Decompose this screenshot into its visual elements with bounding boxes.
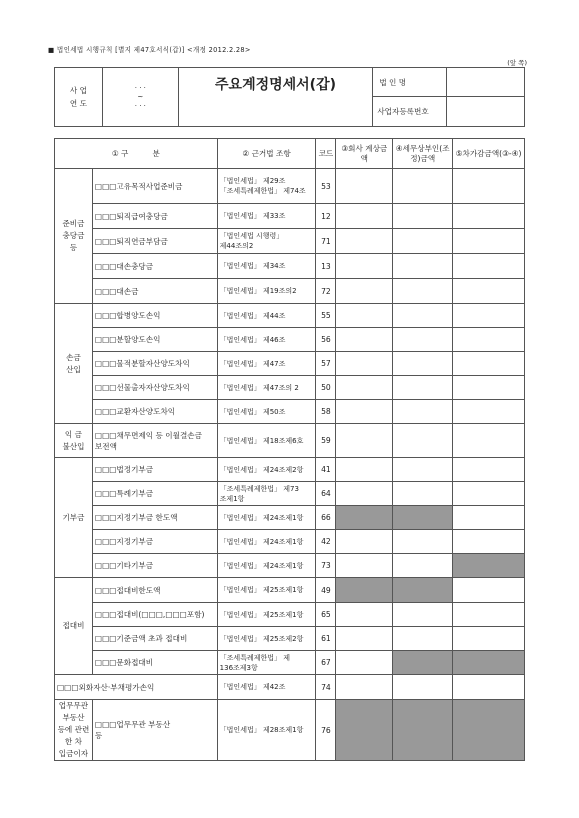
net-amount-cell: [453, 554, 525, 578]
row-item-label: □□□특례기부금: [92, 482, 217, 506]
col-header-code: 코드: [316, 139, 336, 169]
table-row: [55, 352, 525, 376]
category-label: 익 금 불산입: [55, 424, 93, 458]
table-row: [55, 400, 525, 424]
form-title: 주요계정명세서(갑): [178, 68, 373, 127]
net-amount-cell[interactable]: [453, 506, 525, 530]
company-amount-cell[interactable]: [336, 530, 393, 554]
category-label: 준비금 충당금 등: [55, 169, 93, 304]
company-amount-cell[interactable]: [336, 304, 393, 328]
row-item-label: □□□퇴직연금부담금: [92, 229, 217, 254]
tax-adjustment-cell[interactable]: [393, 400, 453, 424]
row-code: 42: [316, 530, 336, 554]
row-legal-basis: 「법인세법」 제24조제1항: [217, 554, 316, 578]
row-code: 76: [316, 700, 336, 761]
row-legal-basis: 「법인세법」 제46조: [217, 328, 316, 352]
row-item-label: □□□기준금액 초과 접대비: [92, 627, 217, 651]
col-header-tax-adjustment: ④세무상부인(조정)금액: [393, 139, 453, 169]
table-row: [55, 424, 525, 458]
column-header-row: [55, 139, 525, 169]
page-side-note: (앞 쪽): [507, 59, 527, 67]
table-row: [55, 204, 525, 229]
tax-adjustment-cell[interactable]: [393, 304, 453, 328]
company-amount-cell[interactable]: [336, 254, 393, 279]
row-code: 59: [316, 424, 336, 458]
row-code: 73: [316, 554, 336, 578]
row-code: 55: [316, 304, 336, 328]
bizno-field[interactable]: [447, 97, 525, 127]
company-amount-cell[interactable]: [336, 651, 393, 675]
company-amount-cell[interactable]: [336, 229, 393, 254]
row-code: 53: [316, 169, 336, 204]
row-code: 13: [316, 254, 336, 279]
table-row: [55, 506, 525, 530]
net-amount-cell[interactable]: [453, 424, 525, 458]
row-code: 74: [316, 675, 336, 700]
col-header-category: ① 구 분: [55, 139, 218, 169]
company-amount-cell: [336, 578, 393, 603]
row-legal-basis: 「법인세법」 제25조제1항: [217, 578, 316, 603]
row-code: 41: [316, 458, 336, 482]
tax-adjustment-cell: [393, 700, 453, 761]
tax-adjustment-cell[interactable]: [393, 279, 453, 304]
row-legal-basis: 「법인세법」 제44조: [217, 304, 316, 328]
company-amount-cell: [336, 506, 393, 530]
row-code: 50: [316, 376, 336, 400]
table-row: [55, 279, 525, 304]
table-row: [55, 675, 525, 700]
row-item-label: □□□교환자산양도차익: [92, 400, 217, 424]
net-amount-cell[interactable]: [453, 254, 525, 279]
net-amount-cell[interactable]: [453, 204, 525, 229]
row-code: 12: [316, 204, 336, 229]
table-row: [55, 554, 525, 578]
net-amount-cell[interactable]: [453, 376, 525, 400]
table-row: [55, 530, 525, 554]
row-item-label: □□□지정기부금: [92, 530, 217, 554]
tax-adjustment-cell[interactable]: [393, 530, 453, 554]
table-row: [55, 304, 525, 328]
row-item-label: □□□대손금: [92, 279, 217, 304]
row-legal-basis: 「법인세법」 제25조제2항: [217, 627, 316, 651]
row-code: 57: [316, 352, 336, 376]
tax-adjustment-cell[interactable]: [393, 554, 453, 578]
row-legal-basis: 「법인세법 시행령」 제44조의2: [217, 229, 316, 254]
row-item-label: □□□고유목적사업준비금: [92, 169, 217, 204]
table-row: [55, 578, 525, 603]
tax-adjustment-cell[interactable]: [393, 627, 453, 651]
row-legal-basis: 「조세특례제한법」 제 136조제3항: [217, 651, 316, 675]
business-period-label: 사 업 연 도: [55, 68, 103, 127]
net-amount-cell[interactable]: [453, 352, 525, 376]
company-amount-cell[interactable]: [336, 204, 393, 229]
category-label: 손금 산입: [55, 304, 93, 424]
company-amount-cell[interactable]: [336, 603, 393, 627]
company-amount-cell[interactable]: [336, 328, 393, 352]
row-legal-basis: 「법인세법」 제42조: [217, 675, 316, 700]
row-legal-basis: 「법인세법」 제18조제6호: [217, 424, 316, 458]
tax-adjustment-cell[interactable]: [393, 482, 453, 506]
corp-name-field[interactable]: [447, 68, 525, 97]
row-code: 66: [316, 506, 336, 530]
tax-adjustment-cell[interactable]: [393, 328, 453, 352]
row-legal-basis: 「법인세법」 제24조제1항: [217, 530, 316, 554]
tax-adjustment-cell[interactable]: [393, 169, 453, 204]
row-code: 58: [316, 400, 336, 424]
table-row: [55, 700, 525, 761]
account-table: [54, 138, 525, 761]
net-amount-cell[interactable]: [453, 578, 525, 603]
row-legal-basis: 「법인세법」 제24조제1항: [217, 506, 316, 530]
category-label: 기부금: [55, 458, 93, 578]
category-label: 접대비: [55, 578, 93, 675]
row-legal-basis: 「법인세법」 제50조: [217, 400, 316, 424]
net-amount-cell[interactable]: [453, 603, 525, 627]
row-legal-basis: 「법인세법」 제33조: [217, 204, 316, 229]
company-amount-cell[interactable]: [336, 400, 393, 424]
net-amount-cell[interactable]: [453, 279, 525, 304]
table-row: [55, 376, 525, 400]
header-table: [54, 67, 525, 127]
row-item-label: □□□대손충당금: [92, 254, 217, 279]
bizno-label: 사업자등록번호: [373, 97, 447, 127]
tax-adjustment-cell[interactable]: [393, 254, 453, 279]
net-amount-cell[interactable]: [453, 169, 525, 204]
table-row: [55, 458, 525, 482]
table-row: [55, 169, 525, 204]
table-row: [55, 254, 525, 279]
row-code: 71: [316, 229, 336, 254]
row-legal-basis: 「법인세법」 제24조제2항: [217, 458, 316, 482]
tax-adjustment-cell[interactable]: [393, 675, 453, 700]
company-amount-cell[interactable]: [336, 627, 393, 651]
row-item-label: □□□지정기부금 한도액: [92, 506, 217, 530]
row-item-label: □□□문화접대비: [92, 651, 217, 675]
business-period-value[interactable]: · · · ~ · · ·: [102, 68, 178, 127]
row-item-label: □□□법정기부금: [92, 458, 217, 482]
company-amount-cell: [336, 700, 393, 761]
row-item-label: □□□접대비한도액: [92, 578, 217, 603]
row-legal-basis: 「법인세법」 제29조 「조세특례제한법」 제74조: [217, 169, 316, 204]
row-code: 67: [316, 651, 336, 675]
row-item-label: □□□합병양도손익: [92, 304, 217, 328]
category-label: 업무무관부동산 등에 관련한 차 입금이자: [55, 700, 93, 761]
tax-adjustment-cell[interactable]: [393, 204, 453, 229]
net-amount-cell[interactable]: [453, 627, 525, 651]
company-amount-cell[interactable]: [336, 424, 393, 458]
net-amount-cell[interactable]: [453, 400, 525, 424]
table-row: [55, 627, 525, 651]
row-code: 72: [316, 279, 336, 304]
row-legal-basis: 「법인세법」 제34조: [217, 254, 316, 279]
net-amount-cell[interactable]: [453, 675, 525, 700]
tax-adjustment-cell: [393, 578, 453, 603]
row-item-label: □□□분할양도손익: [92, 328, 217, 352]
net-amount-cell: [453, 651, 525, 675]
form-reference-note: ■ 법인세법 시행규칙 [별지 제47호서식(갑)] <개정 2012.2.28>: [48, 46, 251, 54]
table-row: [55, 482, 525, 506]
row-code: 61: [316, 627, 336, 651]
corp-name-label: 법 인 명: [373, 68, 447, 97]
net-amount-cell[interactable]: [453, 229, 525, 254]
row-code: 64: [316, 482, 336, 506]
row-item-label: □□□채무면제익 등 이월결손금 보전액: [92, 424, 217, 458]
net-amount-cell[interactable]: [453, 304, 525, 328]
tax-adjustment-cell[interactable]: [393, 229, 453, 254]
net-amount-cell[interactable]: [453, 328, 525, 352]
row-item-label: □□□퇴직급여충당금: [92, 204, 217, 229]
row-legal-basis: 「법인세법」 제19조의2: [217, 279, 316, 304]
company-amount-cell[interactable]: [336, 458, 393, 482]
company-amount-cell[interactable]: [336, 376, 393, 400]
company-amount-cell[interactable]: [336, 279, 393, 304]
net-amount-cell: [453, 700, 525, 761]
net-amount-cell[interactable]: [453, 530, 525, 554]
row-item-label: □□□접대비(□□□,□□□포함): [92, 603, 217, 627]
tax-adjustment-cell[interactable]: [393, 603, 453, 627]
row-item-label: □□□업무무관 부동산 등: [92, 700, 217, 761]
row-item-label: □□□외화자산·부채평가손익: [55, 675, 218, 700]
row-item-label: □□□물적분할자산양도차익: [92, 352, 217, 376]
col-header-basis: ② 근거법 조항: [217, 139, 316, 169]
table-row: [55, 328, 525, 352]
row-code: 65: [316, 603, 336, 627]
row-item-label: □□□기타기부금: [92, 554, 217, 578]
row-legal-basis: 「법인세법」 제47조: [217, 352, 316, 376]
tax-adjustment-cell: [393, 506, 453, 530]
row-legal-basis: 「법인세법」 제25조제1항: [217, 603, 316, 627]
row-legal-basis: 「법인세법」 제28조제1항: [217, 700, 316, 761]
row-legal-basis: 「법인세법」 제47조의 2: [217, 376, 316, 400]
row-code: 49: [316, 578, 336, 603]
table-row: [55, 229, 525, 254]
net-amount-cell[interactable]: [453, 482, 525, 506]
col-header-net-amount: ⑤차가감금액(③-④): [453, 139, 525, 169]
net-amount-cell[interactable]: [453, 458, 525, 482]
tax-adjustment-cell[interactable]: [393, 376, 453, 400]
row-item-label: □□□선물출자자산양도차익: [92, 376, 217, 400]
tax-adjustment-cell: [393, 651, 453, 675]
col-header-company-amount: ③회사 계상금액: [336, 139, 393, 169]
row-legal-basis: 「조세특례제한법」 제73 조제1항: [217, 482, 316, 506]
table-row: [55, 603, 525, 627]
company-amount-cell[interactable]: [336, 554, 393, 578]
tax-adjustment-cell[interactable]: [393, 352, 453, 376]
tax-adjustment-cell[interactable]: [393, 424, 453, 458]
row-code: 56: [316, 328, 336, 352]
company-amount-cell[interactable]: [336, 482, 393, 506]
company-amount-cell[interactable]: [336, 169, 393, 204]
table-row: [55, 651, 525, 675]
tax-adjustment-cell[interactable]: [393, 458, 453, 482]
company-amount-cell[interactable]: [336, 675, 393, 700]
company-amount-cell[interactable]: [336, 352, 393, 376]
